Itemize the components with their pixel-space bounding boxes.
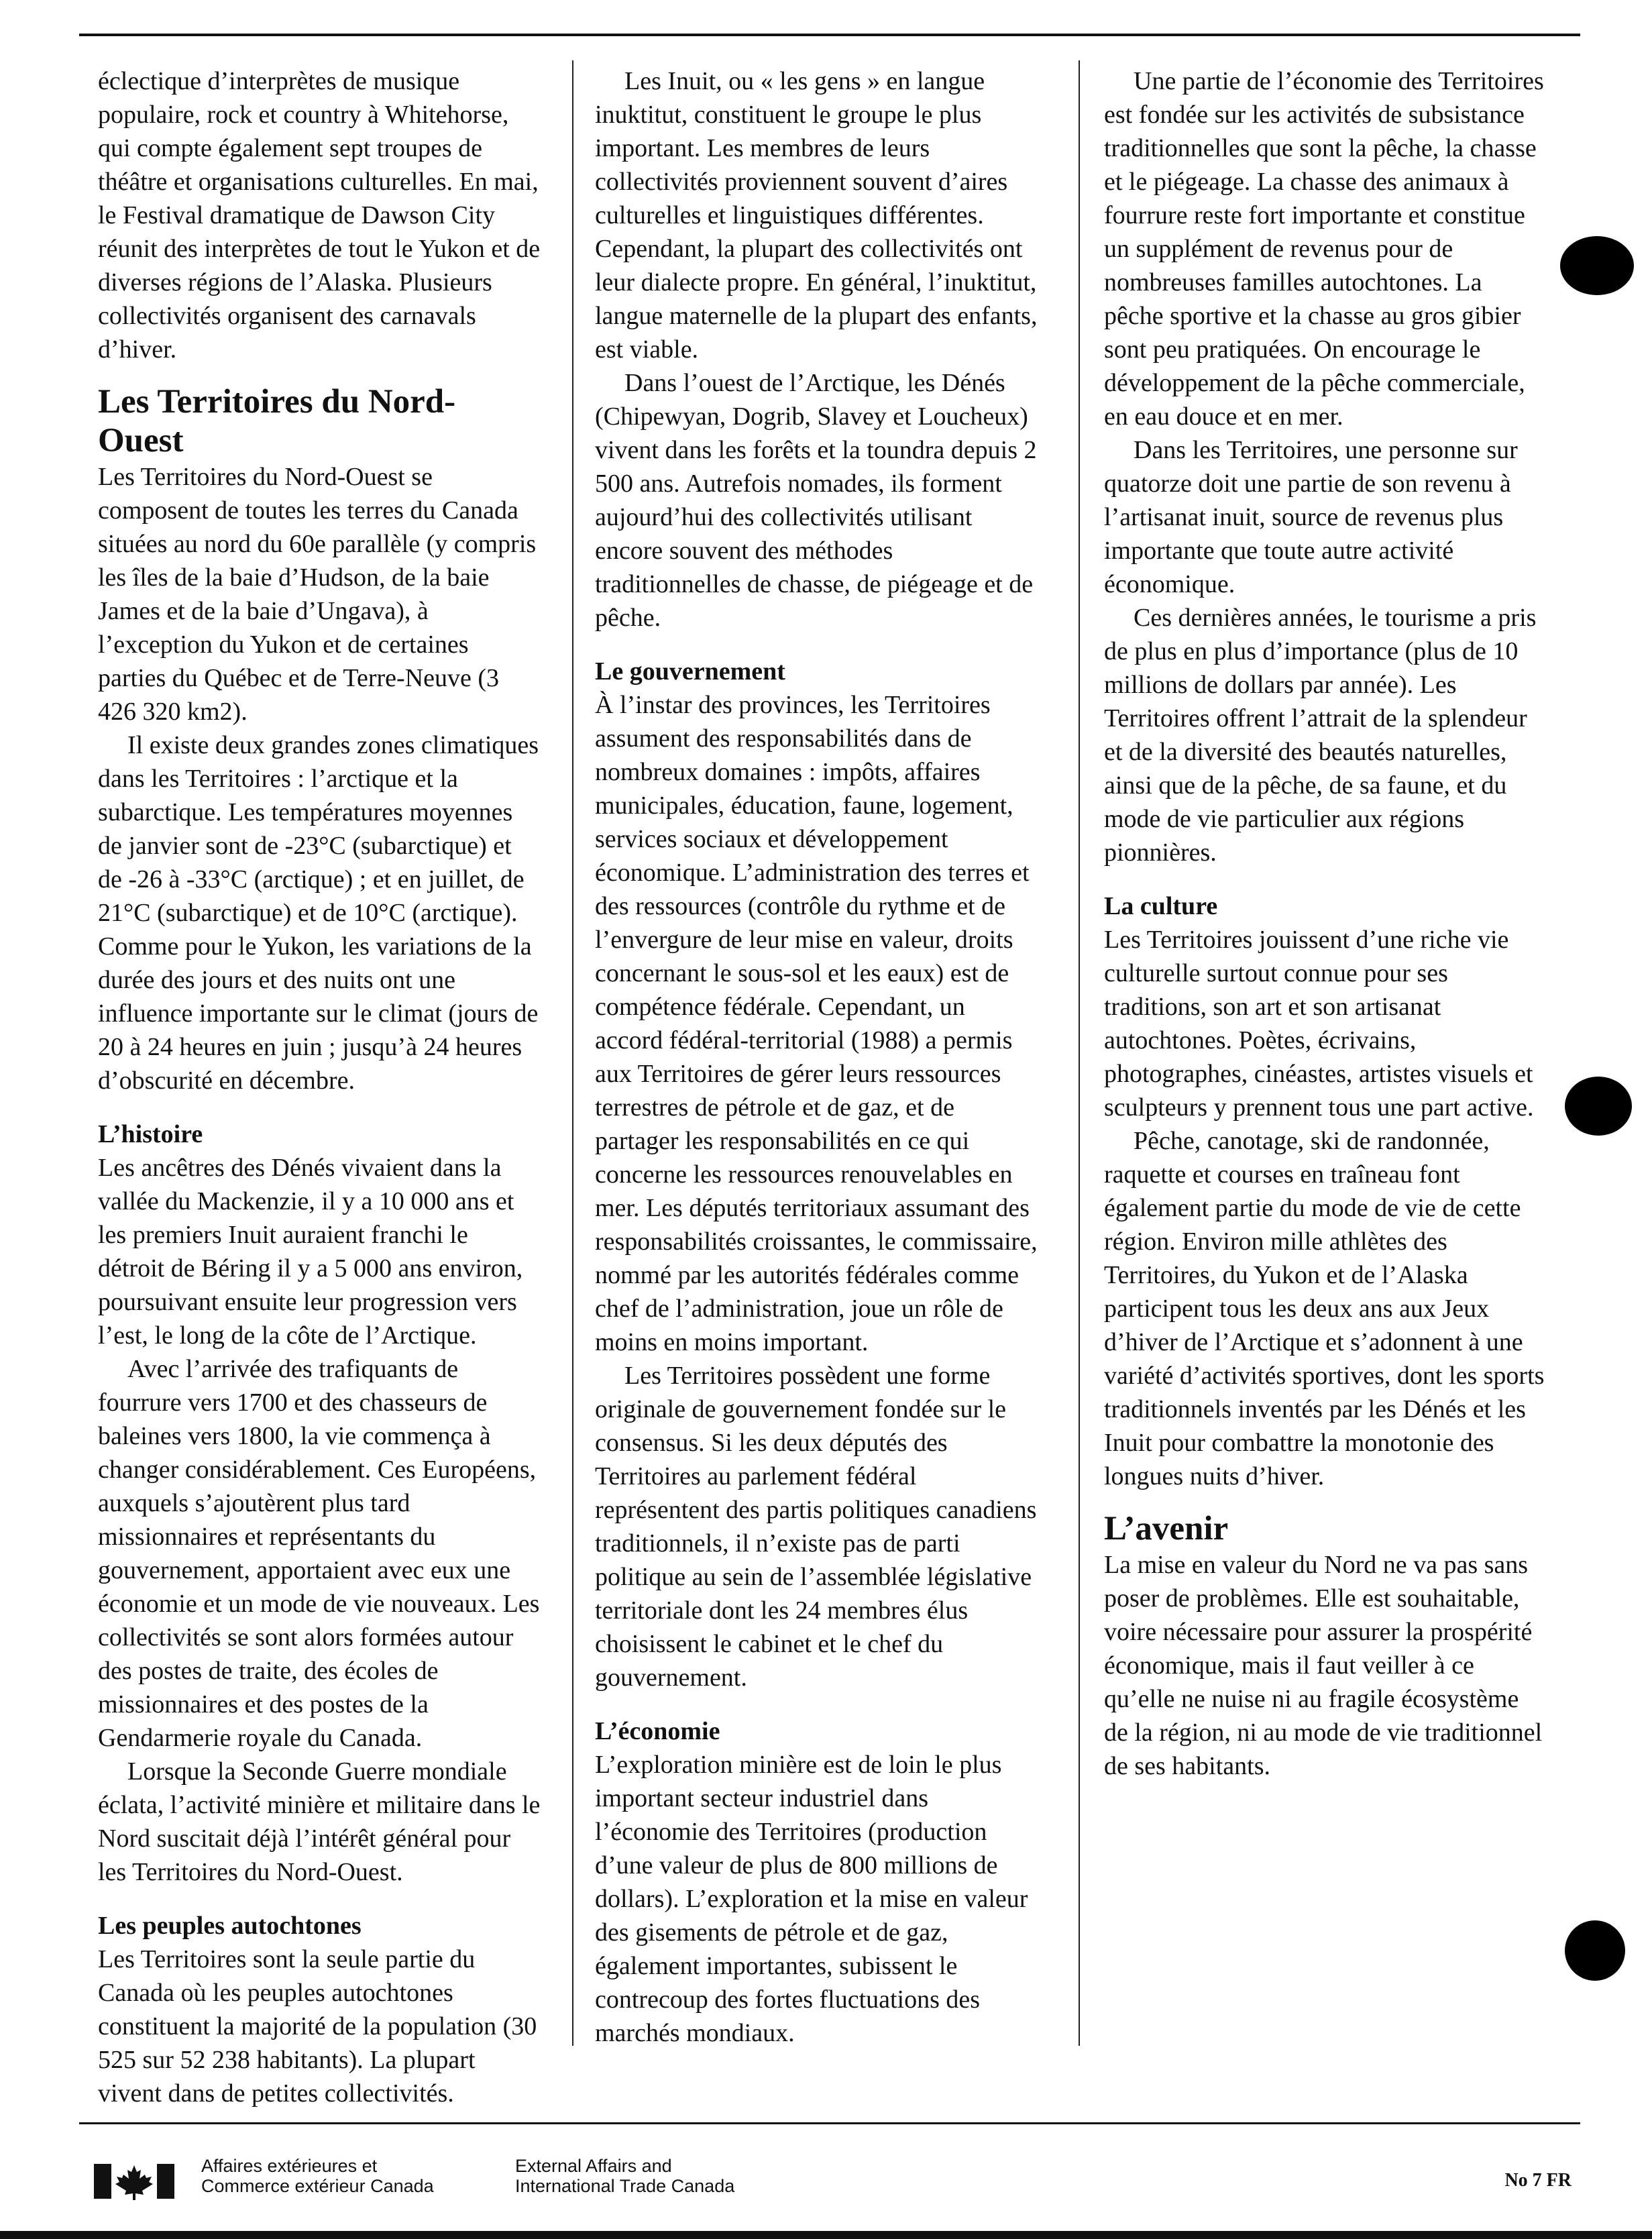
column-1 <box>98 64 541 2110</box>
paragraph: Lorsque la Seconde Guerre mondiale éclata, l’activité minière et militaire dans le Nord suscitait déjà l’intérêt général pour les Territoires du Nord-Ouest. <box>98 1757 541 1886</box>
footer-fr-line1: Affaires extérieures et <box>201 2156 378 2176</box>
paragraph: À l’instar des provinces, les Territoires assument des responsabilités dans de nombreux domaines : impôts, affaires municipales, éducation, faune, logement, services sociaux et développement économique. L’administration des terres et des ressources (contrôle du rythme et de l’envergure de leur mise en valeur, droits concernant le sous-sol et les eaux) est de compétence fédérale. Cependant, un accord fédéral-territorial (1988) a permis aux Territoires de gérer leurs ressources terrestres de pétrole et de gaz, et de partager les responsabilités en ce qui concerne les ressources renouvelables en mer. Les députés territoriaux assumant des responsabilités croissantes, le commissaire, nommé par les autorités fédérales comme chef de l’administration, joue un rôle de moins en moins important. <box>595 691 1038 1356</box>
footer-en-line2: International Trade Canada <box>515 2176 735 2196</box>
subheading-histoire: L’histoire <box>98 1120 203 1148</box>
subheading-gouvernement: Le gouvernement <box>595 657 785 686</box>
section-heading-territoires: Les Territoires du Nord-Ouest <box>98 383 456 459</box>
subheading-culture: La culture <box>1104 892 1218 920</box>
paragraph: Les Territoires jouissent d’une riche vie culturelle surtout connue pour ses traditions, son art et son artisanat autochtones. Poètes, écrivains, photographes, cinéastes, artistes visuels et sculpteurs y prennent tous une part active. <box>1104 926 1534 1122</box>
bottom-rule <box>79 2122 1580 2124</box>
bottom-edge-band <box>0 2231 1652 2239</box>
canada-flag-icon <box>94 2161 174 2201</box>
punch-hole-middle <box>1565 1077 1632 1136</box>
column-3 <box>1104 64 1547 1783</box>
paragraph: Les Territoires sont la seule partie du Canada où les peuples autochtones constituent la majorité de la population (30 525 sur 52 238 habitants). La plupart vivent dans de petites collectivités. <box>98 1945 537 2108</box>
paragraph: Les Territoires du Nord-Ouest se composent de toutes les terres du Canada situées au nord du 60e parallèle (y compris les îles de la baie d’Hudson, de la baie James et de la baie d’Ungava), à l’exception du Yukon et de certaines parties du Québec et de Terre-Neuve (3 426 320 km2). <box>98 463 537 726</box>
section-heading-avenir: L’avenir <box>1104 1510 1229 1547</box>
paragraph: Il existe deux grandes zones climatiques dans les Territoires : l’arctique et la subarctique. Les températures moyennes de janvier sont de -23°C (subarctique) et de -26 à -33°C (arctique) ; et en juillet, de 21°C (subarctique) et de 10°C (arctique). Comme pour le Yukon, les variations de la durée des jours et des nuits ont une influence importante sur le climat (jours de 20 à 24 heures en juin ; jusqu’à 24 heures d’obscurité en décembre. <box>98 731 539 1095</box>
paragraph: Les Territoires possèdent une forme originale de gouvernement fondée sur le consensus. Si les deux députés des Territoires au parlement fédéral représentent des partis politiques canadiens traditionnels, il n’existe pas de parti politique au sein de l’assemblée législative territoriale dont les 24 membres élus choisissent le cabinet et le chef du gouvernement. <box>595 1362 1037 1692</box>
subheading-peuples-autochtones: Les peuples autochtones <box>98 1912 362 1940</box>
top-rule <box>79 34 1580 36</box>
paragraph: Avec l’arrivée des trafiquants de fourrure vers 1700 et des chasseurs de baleines vers 1800, la vie commença à changer considérablement. Ces Européens, auxquels s’ajoutèrent plus tard missionnaires et représentants du gouvernement, apportaient avec eux une économie et un mode de vie nouveaux. Les collectivités se sont alors formées autour des postes de traite, des écoles de missionnaires et des postes de la Gendarmerie royale du Canada. <box>98 1355 540 1752</box>
paragraph: Pêche, canotage, ski de randonnée, raquette et courses en traîneau font également partie du mode de vie de cette région. Environ mille athlètes des Territoires, du Yukon et de l’Alaska participent tous les deux ans aux Jeux d’hiver de l’Arctique et s’adonnent à une variété d’activités sportives, dont les sports traditionnels inventés par les Dénés et les Inuit pour combattre la monotonie des longues nuits d’hiver. <box>1104 1127 1545 1490</box>
paragraph: La mise en valeur du Nord ne va pas sans poser de problèmes. Elle est souhaitable, voire nécessaire pour assurer la prospérité économique, mais il faut veiller à ce qu’elle ne nuise ni au fragile écosystème de la région, ni au mode de vie traditionnel de ses habitants. <box>1104 1551 1543 1780</box>
column-divider-right <box>1079 60 1080 2046</box>
footer-fr-line2: Commerce extérieur Canada <box>201 2176 434 2196</box>
paragraph: Dans les Territoires, une personne sur quatorze doit une partie de son revenu à l’artisanat inuit, source de revenus plus importante que toute autre activité économique. <box>1104 436 1518 598</box>
paragraph: Une partie de l’économie des Territoires est fondée sur les activités de subsistance traditionnelles que sont la pêche, la chasse et le piégeage. La chasse des animaux à fourrure reste fort importante et constitue un supplément de revenus pour de nombreuses familles autochtones. La pêche sportive et la chasse au gros gibier sont peu pratiquées. On encourage le développement de la pêche commerciale, en eau douce et en mer. <box>1104 67 1544 431</box>
subheading-economie: L’économie <box>595 1717 720 1745</box>
footer-french-department <box>201 2156 434 2196</box>
footer-en-line1: External Affairs and <box>515 2156 672 2176</box>
paragraph: Les Inuit, ou « les gens » en langue inuktitut, constituent le groupe le plus important. Les membres de leurs collectivités proviennent souvent d’aires culturelles et linguistiques différentes. Cependant, la plupart des collectivités ont leur dialecte propre. En général, l’inuktitut, langue maternelle de la plupart des enfants, est viable. <box>595 67 1038 364</box>
footer-english-department <box>515 2156 734 2196</box>
paragraph: Les ancêtres des Dénés vivaient dans la vallée du Mackenzie, il y a 10 000 ans et les premiers Inuit auraient franchi le détroit de Béring il y a 5 000 ans environ, poursuivant ensuite leur progression vers l’est, le long de la côte de l’Arctique. <box>98 1154 523 1350</box>
paragraph: Dans l’ouest de l’Arctique, les Dénés (Chipewyan, Dogrib, Slavey et Loucheux) vivent dans les forêts et la toundra depuis 2 500 ans. Autrefois nomades, ils forment aujourd’hui des collectivités utilisant encore souvent des méthodes traditionnelles de chasse, de piégeage et de pêche. <box>595 369 1037 632</box>
paragraph: Ces dernières années, le tourisme a pris de plus en plus d’importance (plus de 10 millions de dollars par année). Les Territoires offrent l’attrait de la splendeur et de la diversité des beautés naturelles, ainsi que de la pêche, de sa faune, et du mode de vie particulier aux régions pionnières. <box>1104 604 1537 867</box>
column-divider-left <box>572 60 573 2046</box>
page-number: No 7 FR <box>1504 2170 1572 2191</box>
column-2 <box>595 64 1038 2050</box>
paragraph: L’exploration minière est de loin le plus important secteur industriel dans l’économie des Territoires (production d’une valeur de plus de 800 millions de dollars). L’exploration et la mise en valeur des gisements de pétrole et de gaz, également importantes, subissent le contrecoup des fortes fluctuations des marchés mondiaux. <box>595 1751 1028 2047</box>
punch-hole-top <box>1560 236 1634 295</box>
paragraph: éclectique d’interprètes de musique populaire, rock et country à Whitehorse, qui compte également sept troupes de théâtre et organisations culturelles. En mai, le Festival dramatique de Dawson City réunit des interprètes de tout le Yukon et de diverses régions de l’Alaska. Plusieurs collectivités organisent des carnavals d’hiver. <box>98 67 541 364</box>
punch-hole-bottom <box>1565 1920 1625 1981</box>
